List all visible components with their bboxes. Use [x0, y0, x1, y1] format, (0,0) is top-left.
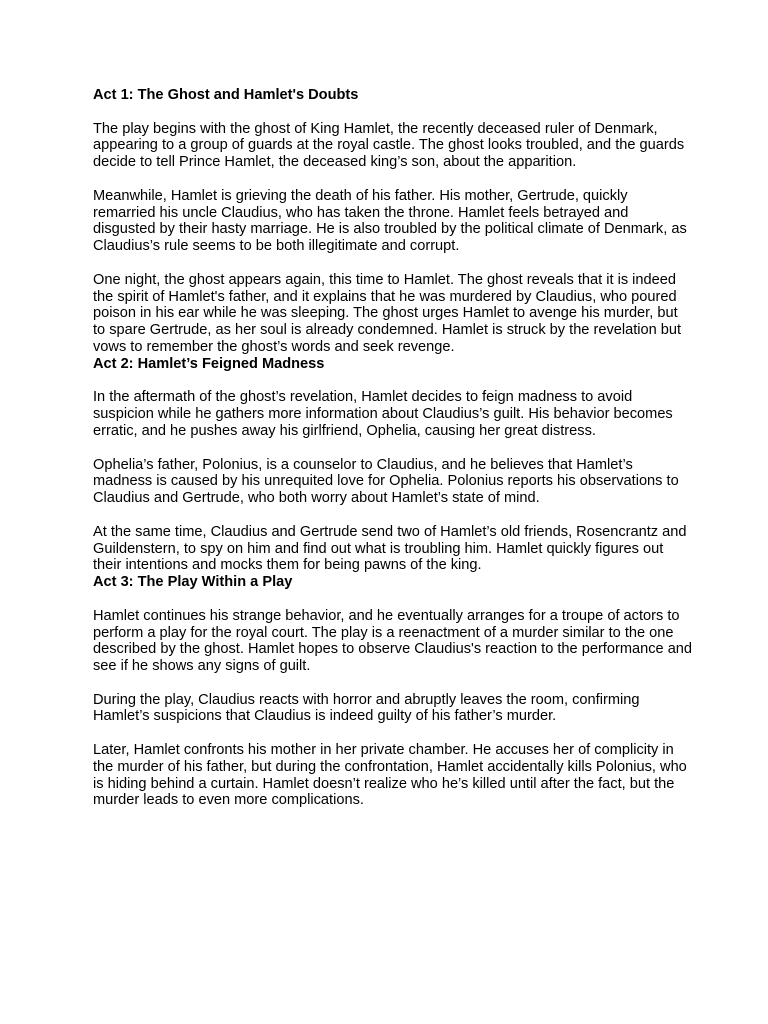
- paragraph: One night, the ghost appears again, this time to Hamlet. The ghost reveals that it is indeed the spirit of Hamlet's father, and it explains that he was murdered by Claudius, who poured poison in his ear while he was sleeping. The ghost urges Hamlet to avenge his murder, but to spare Gertrude, as her soul is already condemned. Hamlet is struck by the revelation but vows to remember the ghost’s words and seek revenge.: [93, 271, 682, 355]
- paragraph: Meanwhile, Hamlet is grieving the death of his father. His mother, Gertrude, quickly remarried his uncle Claudius, who has taken the throne. Hamlet feels betrayed and disgusted by their hasty marriage. He is also troubled by the political climate of Denmark, as Claudius’s rule seems to be both illegitimate and corrupt.: [93, 187, 687, 255]
- section-heading: Act 3: The Play Within a Play: [93, 574, 293, 591]
- section-act-1: [93, 87, 693, 356]
- paragraph: In the aftermath of the ghost’s revelation, Hamlet decides to feign madness to avoid suspicion while he gathers more information about Claudius’s guilt. His behavior becomes erratic, and he pushes away his girlfriend, Ophelia, causing her great distress.: [93, 389, 673, 439]
- section-heading: Act 2: Hamlet’s Feigned Madness: [93, 355, 325, 372]
- document-page: [93, 87, 693, 809]
- paragraph: Hamlet continues his strange behavior, and he eventually arranges for a troupe of actors to perform a play for the royal court. The play is a reenactment of a murder similar to the one described by the ghost. Hamlet hopes to observe Claudius's reaction to the performance and see if he shows any signs of guilt.: [93, 607, 693, 675]
- section-act-3: [93, 574, 693, 809]
- paragraph: During the play, Claudius reacts with horror and abruptly leaves the room, confirming Hamlet’s suspicions that Claudius is indeed guilty of his father’s murder.: [93, 691, 640, 725]
- paragraph: At the same time, Claudius and Gertrude send two of Hamlet’s old friends, Rosencrantz and Guildenstern, to spy on him and find out what is troubling him. Hamlet quickly figures out their intentions and mocks them for being pawns of the king.: [93, 523, 687, 574]
- section-act-2: [93, 356, 693, 574]
- section-heading: Act 1: The Ghost and Hamlet's Doubts: [93, 87, 359, 103]
- paragraph: The play begins with the ghost of King Hamlet, the recently deceased ruler of Denmark, appearing to a group of guards at the royal castle. The ghost looks troubled, and the guards decide to tell Prince Hamlet, the deceased king’s son, about the apparition.: [93, 120, 685, 171]
- paragraph: Later, Hamlet confronts his mother in her private chamber. He accuses her of complicity in the murder of his father, but during the confrontation, Hamlet accidentally kills Polonius, who is hiding behind a curtain. Hamlet doesn’t realize who he’s killed until after the fact, but the murder leads to even more complications.: [93, 742, 687, 809]
- paragraph: Ophelia’s father, Polonius, is a counselor to Claudius, and he believes that Hamlet’s madness is caused by his unrequited love for Ophelia. Polonius reports his observations to Claudius and Gertrude, who both worry about Hamlet’s state of mind.: [93, 456, 679, 507]
